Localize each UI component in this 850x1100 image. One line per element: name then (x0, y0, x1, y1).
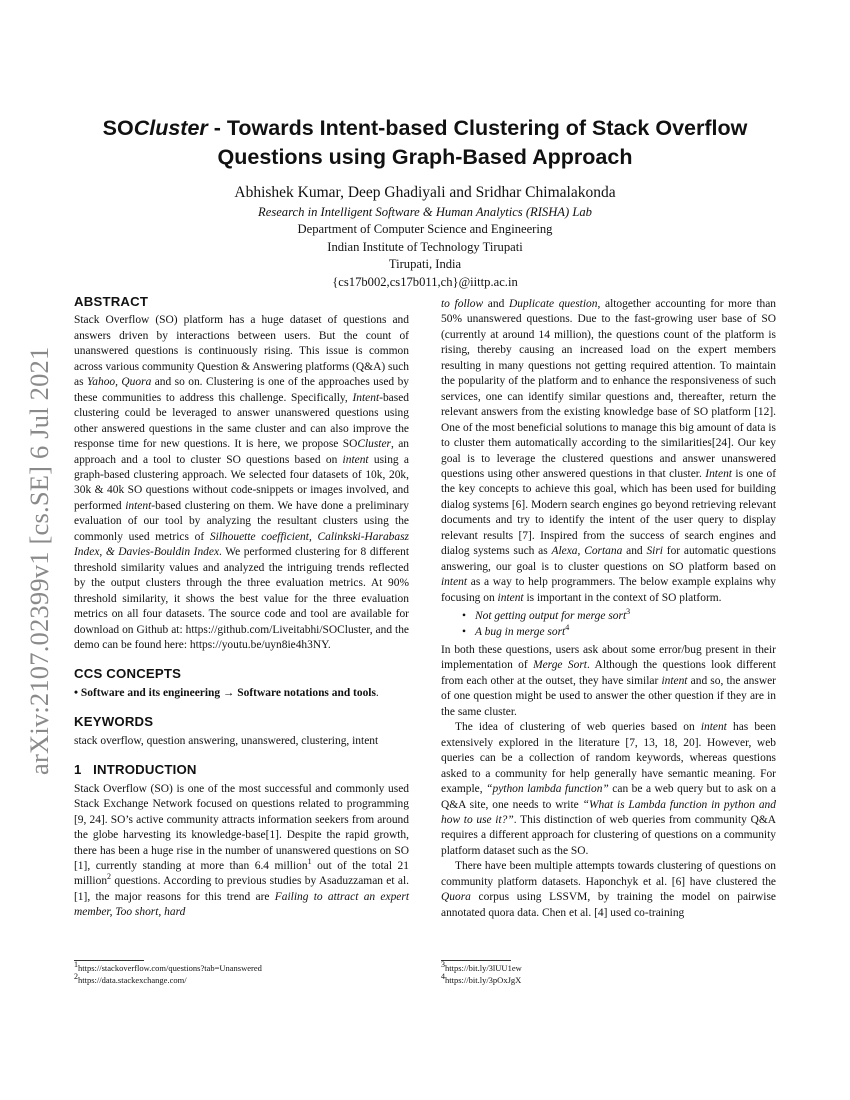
footnote-3: $^3$https://bit.ly/3lUU1ew (441, 960, 522, 973)
affiliation-email: {cs17b002,cs17b011,ch}@iittp.ac.in (332, 274, 518, 289)
list-item: • Not getting output for merge sort$^3$ (475, 609, 776, 624)
introduction-paragraph-4: There have been multiple attempts towards clustering of questions on community platform datasets. Haponchyk et al. [6] have clustered the Quora corpus using LSSVM, by training the model on pairwise annotated quora data. Chen et al. [4] used co-training (441, 860, 776, 919)
right-column (441, 297, 776, 921)
affiliation-location: Tirupati, India (388, 257, 462, 272)
footnote-2: $^2$https://data.stackexchange.com/ (74, 972, 187, 985)
abstract-heading: ABSTRACT (74, 294, 149, 309)
affiliation-department: Department of Computer Science and Engineering (297, 222, 553, 237)
affiliation (60, 204, 790, 291)
keywords-text: stack overflow, question answering, unanswered, clustering, intent (74, 734, 379, 747)
introduction-paragraph-3: The idea of clustering of web queries based on intent has been extensively explored in the literature [7, 13, 18, 20]. However, web queries can be a collection of random keywords, whereas questions asked to a community for help generally have semantic meaning. For example, “python lambda function” can be a web query but to ask on a Q&A site, one needs to write “What is Lambda function in python and how to use it?”. This distinction of web queries from community Q&A requires a different approach for clustering of questions on a community platform dataset such as the SO. (441, 721, 776, 857)
introduction-paragraph-1: Stack Overflow (SO) is one of the most successful and commonly used Stack Exchange Network focused on questions related to programming [9, 24]. SO’s active community attracts information seekers from around the globe harvesting its knowledge-base[1]. Despite the rapid growth, there has been a huge rise in the number of unanswered questions on SO [1], currently standing at more than 6.4 million$^1$ out of the total 21 million$^2$ questions. According to previous studies by Asaduzzaman et al.[1], the major reasons for this trend are Failing to attract an expert member, Too short, hard (74, 782, 409, 919)
list-item: • A bug in merge sort$^4$ (475, 625, 776, 640)
affiliation-lab: Research in Intelligent Software & Human Analytics (RISHA) Lab (258, 205, 592, 219)
introduction-paragraph-2: In both these questions, users ask about some error/bug present in their implementation of Merge Sort. Although the questions look different from each other at the outset, they have similar intent and so, the answer of one question might be used to answer the other question if they are in the same cluster. (441, 643, 776, 718)
arxiv-identifier: arXiv:2107.02399v1 [cs.SE] 6 Jul 2021 (24, 346, 54, 775)
title-line-1 (60, 114, 790, 143)
keywords-heading: KEYWORDS (74, 714, 154, 730)
footnote-4: $^4$https://bit.ly/3pOxJgX (441, 972, 522, 985)
title-prefix: SO (102, 116, 134, 140)
ccs-heading: CCS CONCEPTS (74, 666, 182, 682)
left-column (74, 294, 409, 921)
title-line-2: Questions using Graph-Based Approach (217, 145, 633, 169)
footnote-rule-left (74, 960, 144, 961)
affiliation-institute: Indian Institute of Technology Tirupati (327, 239, 523, 254)
introduction-paragraph-1-cont: to follow and Duplicate question, altogether accounting for more than 50% unanswered questions. Due to the fast-growing user base of SO (currently at around 14 million), the questions count of the platform is rising, thereby causing an increased load on the expert members resulting in many questions not getting required attention. To maintain the popularity of the platform and to enhance the responsiveness of such services, one can identify similar questions and, thereafter, return the relevant answers from the existing knowledge base of SO platform [12]. One of the most beneficial solutions to manage this big amount of data is to cluster them automatically according to the similarities[24]. Our key goal is to leverage the clustered questions and answer unanswered questions using other answered questions in that cluster. Intent is one of the key concepts to achieve this goal, which has been used for building dialog systems [6]. Modern search engines go beyond retrieving relevant documents and try to identify the intent of the user query to display relevant results [7]. Inspired from the success of search engines and dialog systems such as Alexa, Cortana and Siri for automatic questions answering, our goal is to cluster questions on SO platform based on intent as a way to help programmers. The below example explains why focusing on intent is important in the context of SO platform. (441, 298, 777, 604)
ccs-concepts: • Software and its engineering → Software notations and tools. (74, 686, 379, 699)
footnote-1: $^1$https://stackoverflow.com/questions?tab=Unanswered (74, 960, 262, 973)
authors: Abhishek Kumar, Deep Ghadiyali and Sridhar Chimalakonda (234, 184, 616, 201)
paper-title (60, 114, 790, 172)
title-cluster-word: Cluster (133, 116, 208, 140)
introduction-heading: 1 INTRODUCTION (74, 762, 197, 778)
abstract-text: Stack Overflow (SO) platform has a huge dataset of questions and answers driven by interactions between users. But the count of unanswered questions is continuously rising. This issue is common across various community Question & Answering platforms (Q&A) such as Yahoo, Quora and so on. Clustering is one of the approaches used by these communities to address this challenge. Specifically, Intent-based clustering could be leveraged to answer unanswered questions using other answered questions in the same cluster and can also improve the response time for new questions. It is here, we propose SOCluster, an approach and a tool to cluster SO questions based on intent using a graph-based clustering approach. We selected four datasets of 10k, 20k, 30k & 40k SO questions without code-snippets or images involved, and performed intent-based clustering on them. We have done a preliminary evaluation of our tool by analyzing the resultant clusters using the commonly used metrics of Silhouette coefficient, Calinkski-Harabasz Index, & Davies-Bouldin Index. We performed clustering for 8 different threshold similarity values and analyzed the intriguing trends reflected by the output clusters through the three evaluation metrics. At 90% threshold similarity, it shows the best value for the three evaluation metrics on all four datasets. The source code and tool are available for download on Github at: https://github.com/Liveitabhi/SOCluster, and the demo can be found here: https://youtu.be/uyn8ie4h3NY. (74, 314, 410, 651)
example-questions-list (441, 609, 776, 640)
footnote-rule-right (441, 960, 511, 961)
title-rest: - Towards Intent-based Clustering of Stack Overflow (207, 116, 748, 140)
